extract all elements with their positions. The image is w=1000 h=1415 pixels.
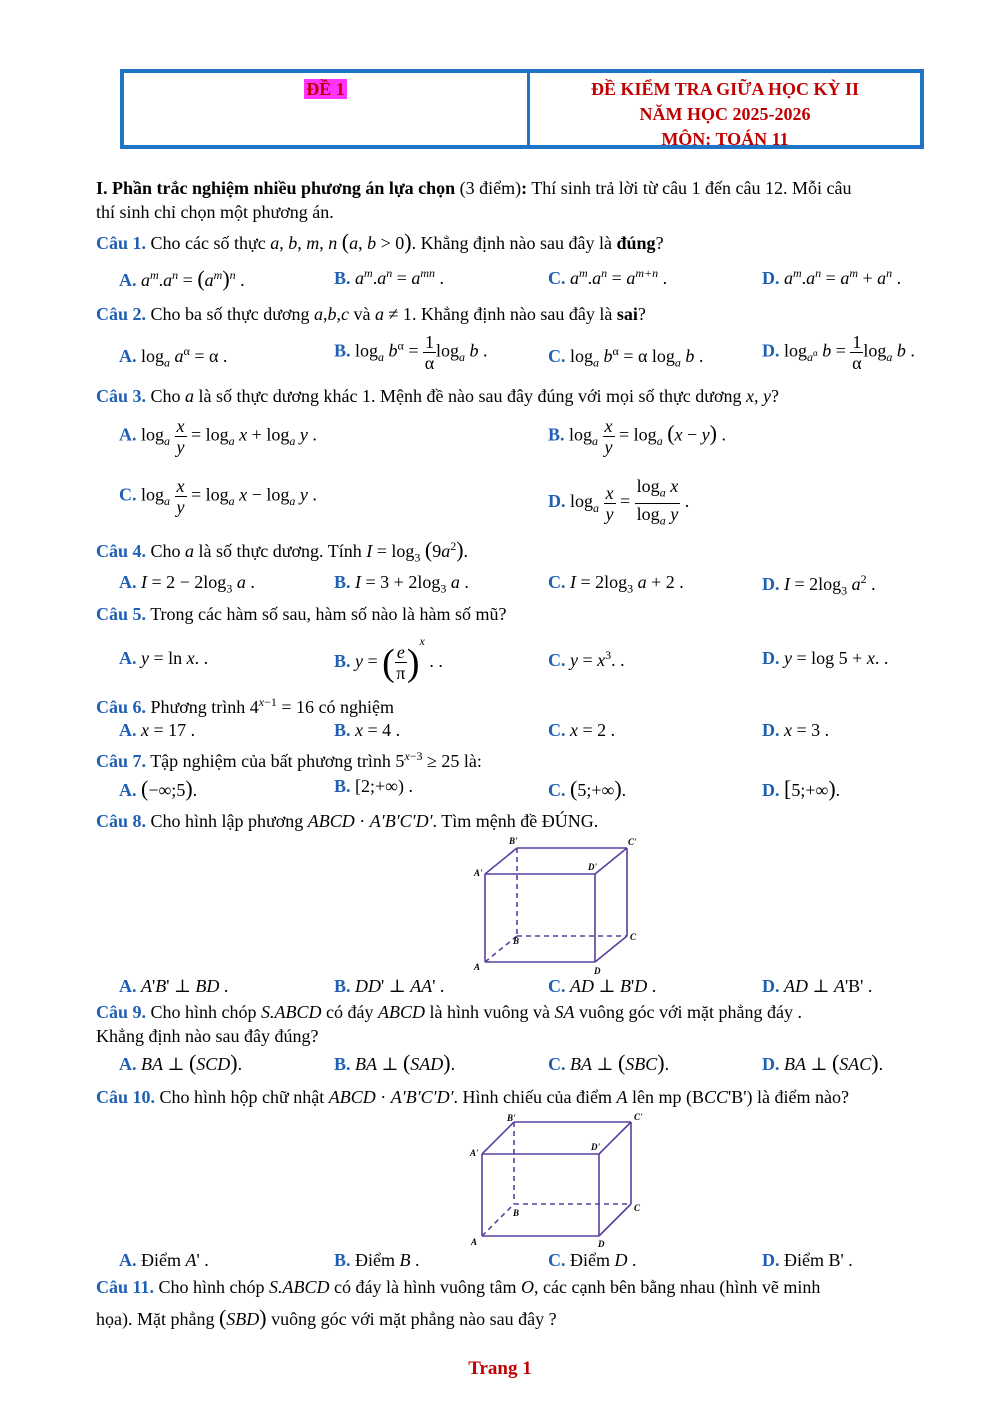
exam-title-cell xyxy=(530,73,920,149)
q2-option-b[interactable]: B. $\log_a b^\alpha$ = $\frac{1}{\alpha}$ $\log_a b$ . xyxy=(334,332,488,373)
question-text: Cho hình chóp xyxy=(154,1277,270,1297)
q1-option-a[interactable]: A. $a^m.a^n = (a^m)^n$ . xyxy=(119,266,245,291)
q6-option-c[interactable]: C. x = 2 . xyxy=(548,720,616,740)
question-text: là điểm nào? xyxy=(752,1087,849,1107)
question-text: có đáy là hình vuông tâm xyxy=(329,1277,521,1297)
vertex-a: A xyxy=(474,962,481,972)
vertex-b: B xyxy=(513,936,520,946)
question-end: ? xyxy=(771,386,780,406)
option-label: C. xyxy=(548,572,566,592)
cube-figure xyxy=(470,832,645,977)
question-text: và xyxy=(349,304,376,324)
q2-option-a[interactable]: A. $\log_a a^\alpha = \alpha$ . xyxy=(119,344,228,370)
vertex-a: A xyxy=(471,1237,478,1247)
option-label: D. xyxy=(762,340,780,361)
q8-option-c[interactable]: C. AD ⊥ B'D . xyxy=(548,976,657,996)
question-text: Tập nghiệm của bất phương trình xyxy=(146,751,396,771)
q10-option-a[interactable]: A. Điểm A' . xyxy=(119,1250,209,1270)
question-text: Cho hình lập phương xyxy=(146,811,308,831)
exam-year: NĂM HỌC 2025-2026 xyxy=(639,104,811,124)
section-points: (3 điểm) xyxy=(455,178,522,198)
option-text: Điểm xyxy=(355,1250,400,1270)
question-label: Câu 2. xyxy=(96,304,147,324)
q4-option-a[interactable]: A. $I = 2 - 2\log_3$ a . xyxy=(119,572,255,596)
exam-header xyxy=(120,69,924,149)
question-text: Cho hình chóp xyxy=(146,1002,262,1022)
vertex-a-prime: A' xyxy=(474,868,483,878)
question-text: . Tìm mệnh đề ĐÚNG. xyxy=(432,811,599,831)
option-label: C. xyxy=(548,1054,566,1074)
question-text: vuông góc với mặt phẳng đáy . xyxy=(574,1002,802,1022)
question-1: Câu 1. Cho các số thực a, b, m, n (a, b > 0). Khẳng định nào sau đây là đúng? xyxy=(96,229,664,254)
option-label: C. xyxy=(548,1250,566,1270)
section-title: I. Phần trắc nghiệm nhiều phương án lựa chọn xyxy=(96,178,456,198)
question-text: là số thực dương. Tính xyxy=(194,541,367,561)
question-emphasis: đúng xyxy=(616,233,656,253)
option-label: C. xyxy=(548,976,566,996)
q3-option-c[interactable]: C. $\log_a$ $\frac{x}{y}$ = $\log_a x - \log_a y$ . xyxy=(119,476,317,517)
q5-option-a[interactable]: A. y = ln x. . xyxy=(119,648,209,668)
question-11: Câu 11. Cho hình chóp S.ABCD có đáy là hình vuông tâm O, các cạnh bên bằng nhau (hình vẽ minh xyxy=(96,1277,821,1297)
q7-option-a[interactable]: A. (−∞;5). xyxy=(119,776,198,801)
option-label: A. xyxy=(119,1250,137,1270)
question-9: Câu 9. Cho hình chóp S.ABCD có đáy ABCD là hình vuông và SA vuông góc với mặt phẳng đáy . xyxy=(96,1002,802,1022)
option-label: D. xyxy=(762,720,780,740)
option-label: C. xyxy=(548,720,566,740)
option-label: C. xyxy=(548,346,566,366)
vertex-d: D xyxy=(594,966,601,976)
question-text: là: xyxy=(459,751,482,771)
option-label: A. xyxy=(119,720,137,740)
question-5 xyxy=(96,604,506,625)
question-text: Phương trình xyxy=(146,697,250,717)
q4-option-c[interactable]: C. $I = 2\log_3$ a + 2 . xyxy=(548,572,684,596)
question-text: , các cạnh bên bằng nhau (hình vẽ minh xyxy=(534,1277,821,1297)
question-label: Câu 3. xyxy=(96,386,147,406)
q8-option-b[interactable]: B. DD' ⊥ AA' . xyxy=(334,976,445,996)
vertex-d-prime: D' xyxy=(588,862,597,872)
question-text: Cho ba số thực dương xyxy=(146,304,315,324)
option-label: D. xyxy=(762,648,780,668)
option-label: B. xyxy=(334,651,351,671)
q8-option-d[interactable]: D. AD ⊥ A'B' . xyxy=(762,976,873,996)
question-text: Cho các số thực xyxy=(146,233,271,253)
exam-code: ĐỀ 1 xyxy=(306,79,345,99)
q6-option-a[interactable]: A. x = 17 . xyxy=(119,720,196,740)
option-label: C. xyxy=(548,268,566,288)
vertex-c: C xyxy=(634,1203,641,1213)
section-intro-line2: thí sinh chỉ chọn một phương án. xyxy=(96,202,334,222)
option-label: B. xyxy=(334,1054,351,1074)
question-text: có nghiệm xyxy=(314,697,395,717)
vertex-b-prime: B' xyxy=(509,836,518,846)
section-intro xyxy=(96,178,852,199)
q1-option-d[interactable]: D. $a^m.a^n = a^m + a^n$ . xyxy=(762,266,902,288)
q3-option-d[interactable]: D. $\log_a$ $\frac{x}{y}$ = $\frac{\log_a x}{\log_a y}$ . xyxy=(548,476,690,528)
vertex-c-prime: C' xyxy=(628,837,637,847)
option-label: D. xyxy=(762,1054,780,1074)
question-text: Cho xyxy=(146,386,186,406)
question-text: Cho xyxy=(146,541,186,561)
q9-option-d[interactable]: D. BA ⊥ (SAC). xyxy=(762,1050,884,1075)
q9-option-c[interactable]: C. BA ⊥ (SBC). xyxy=(548,1050,670,1075)
q3-option-a[interactable]: A. $\log_a$ $\frac{x}{y}$ = $\log_a x + \log_a y$ . xyxy=(119,416,317,457)
option-label: C. xyxy=(119,484,137,505)
vertex-d: D xyxy=(598,1239,605,1249)
question-text: là hình vuông và xyxy=(425,1002,555,1022)
option-label: D. xyxy=(762,976,780,996)
question-6: Câu 6. Phương trình $4^{x-1} = 16$ có nghiệm xyxy=(96,695,395,717)
question-label: Câu 1. xyxy=(96,233,147,253)
vertex-a-prime: A' xyxy=(470,1148,479,1158)
option-label: A. xyxy=(119,424,137,445)
question-label: Câu 11. xyxy=(96,1277,155,1297)
q10-option-b[interactable]: B. Điểm B . xyxy=(334,1250,420,1270)
vertex-b: B xyxy=(513,1208,520,1218)
option-label: B. xyxy=(548,424,565,445)
section-intro-line1: Thí sinh trả lời từ câu 1 đến câu 12. Mỗi câu xyxy=(527,178,852,198)
q4-option-d[interactable]: D. $I = 2\log_3$ $a^2$ . xyxy=(762,572,876,598)
question-text: vuông góc với mặt phẳng nào sau đây ? xyxy=(266,1309,557,1329)
option-label: B. xyxy=(334,268,351,288)
option-label: C. xyxy=(548,780,566,800)
q6-option-d[interactable]: D. x = 3 . xyxy=(762,720,830,740)
vertex-d-prime: D' xyxy=(591,1142,600,1152)
exam-code-cell xyxy=(124,73,530,145)
q2-option-d[interactable]: D. $\log_{a^\alpha} b$ = $\frac{1}{\alpha}$ $\log_a b$ . xyxy=(762,332,915,373)
option-label: A. xyxy=(119,346,137,366)
question-text: . Khẳng định nào sau đây là xyxy=(411,304,617,324)
q9-option-b[interactable]: B. BA ⊥ (SAD). xyxy=(334,1050,456,1075)
q1-option-b[interactable]: B. $a^m.a^n = a^{mn}$ . xyxy=(334,266,445,288)
question-label: Câu 10. xyxy=(96,1087,156,1107)
option-label: A. xyxy=(119,780,137,800)
box-figure xyxy=(466,1112,646,1252)
option-text: Điểm xyxy=(784,1250,829,1270)
q7-option-d[interactable]: D. [5;+∞). xyxy=(762,776,841,801)
option-label: B. xyxy=(334,976,351,996)
q6-option-b[interactable]: B. x = 4 . xyxy=(334,720,401,740)
vertex-c-prime: C' xyxy=(634,1112,643,1122)
question-9-line2: Khẳng định nào sau đây đúng? xyxy=(96,1026,319,1046)
question-label: Câu 5. xyxy=(96,604,147,624)
q3-option-b[interactable]: B. $\log_a$ $\frac{x}{y}$ = $\log_a (x - y)$ . xyxy=(548,416,726,457)
exam-title: ĐỀ KIỂM TRA GIỮA HỌC KỲ II xyxy=(590,79,860,99)
q5-option-d[interactable]: D. y = log 5 + x. . xyxy=(762,648,889,668)
option-label: D. xyxy=(548,491,566,512)
q10-option-c[interactable]: C. Điểm D . xyxy=(548,1250,637,1270)
option-label: B. xyxy=(334,776,351,796)
question-text: lên mp xyxy=(627,1087,682,1107)
question-emphasis: sai xyxy=(616,304,638,324)
option-label: A. xyxy=(119,1054,137,1074)
option-label: B. xyxy=(334,720,351,740)
vertex-b-prime: B' xyxy=(507,1113,516,1123)
question-label: Câu 6. xyxy=(96,697,147,717)
q10-option-d[interactable]: D. Điểm B' . xyxy=(762,1250,853,1270)
question-10: Câu 10. Cho hình hộp chữ nhật ABCD · A′B′C′D′. Hình chiếu của điểm A lên mp (BCC'B') là điểm nào? xyxy=(96,1087,849,1107)
question-8: Câu 8. Cho hình lập phương ABCD · A′B′C′D′. Tìm mệnh đề ĐÚNG. xyxy=(96,811,599,831)
option-label: B. xyxy=(334,572,351,592)
question-label: Câu 4. xyxy=(96,541,147,561)
q7-option-c[interactable]: C. (5;+∞). xyxy=(548,776,627,801)
option-text: Điểm xyxy=(570,1250,615,1270)
question-text: họa). Mặt phẳng xyxy=(96,1309,219,1329)
q1-option-c[interactable]: C. $a^m.a^n = a^{m+n}$ . xyxy=(548,266,668,288)
q8-option-a[interactable]: A. A'B' ⊥ BD . xyxy=(119,976,229,996)
question-text: . Khẳng định nào sau đây là xyxy=(411,233,617,253)
question-text: Cho hình hộp chữ nhật xyxy=(155,1087,329,1107)
option-label: A. xyxy=(119,976,137,996)
question-text: có đáy xyxy=(321,1002,378,1022)
q4-option-b[interactable]: B. $I = 3 + 2\log_3$ a . xyxy=(334,572,469,596)
question-end: ? xyxy=(655,233,664,253)
question-label: Câu 7. xyxy=(96,751,147,771)
vertex-c: C xyxy=(630,932,637,942)
option-label: B. xyxy=(334,1250,351,1270)
q9-option-a[interactable]: A. BA ⊥ (SCD). xyxy=(119,1050,243,1075)
option-label: D. xyxy=(762,574,780,594)
question-label: Câu 9. xyxy=(96,1002,147,1022)
question-7: Câu 7. Tập nghiệm của bất phương trình $5^{x-3} \ge 25$ là: xyxy=(96,749,482,771)
q2-option-c[interactable]: C. $\log_a b^\alpha = \alpha$ $\log_a b$ . xyxy=(548,344,704,370)
question-end: ? xyxy=(637,304,646,324)
question-text: là số thực dương khác 1. Mệnh đề nào sau đây đúng với mọi số thực dương xyxy=(194,386,747,406)
option-label: D. xyxy=(762,268,780,288)
q7-option-b[interactable]: B. [2;+∞) . xyxy=(334,776,413,796)
question-4: Câu 4. Cho a là số thực dương. Tính $I = \log_3 (9a^2)$. xyxy=(96,537,469,565)
question-3: Câu 3. Cho a là số thực dương khác 1. Mệnh đề nào sau đây đúng với mọi số thực dương x, y? xyxy=(96,386,780,406)
question-text: . Hình chiếu của điểm xyxy=(453,1087,617,1107)
question-text: Trong các hàm số sau, hàm số nào là hàm số mũ? xyxy=(146,604,507,624)
option-label: A. xyxy=(119,270,137,290)
q5-option-c[interactable]: C. $y = x^3$. . xyxy=(548,648,625,670)
option-label: D. xyxy=(762,780,780,800)
page-number: Trang 1 xyxy=(468,1358,532,1379)
exam-subject: MÔN: TOÁN 11 xyxy=(661,129,789,149)
option-label: B. xyxy=(334,340,351,361)
option-label: A. xyxy=(119,572,137,592)
option-text: Điểm xyxy=(141,1250,186,1270)
section-colon: : xyxy=(521,178,528,198)
option-label: D. xyxy=(762,1250,780,1270)
option-label: A. xyxy=(119,648,137,668)
option-label: C. xyxy=(548,650,566,670)
question-2: Câu 2. Cho ba số thực dương a,b,c và a ≠ 1. Khẳng định nào sau đây là sai? xyxy=(96,304,646,324)
question-label: Câu 8. xyxy=(96,811,147,831)
question-11-line2: họa). Mặt phẳng (SBD) vuông góc với mặt phẳng nào sau đây ? xyxy=(96,1305,557,1330)
q5-option-b[interactable]: B. y = ( $\frac{e}{\pi}$ )$^x$ . . xyxy=(334,634,443,684)
